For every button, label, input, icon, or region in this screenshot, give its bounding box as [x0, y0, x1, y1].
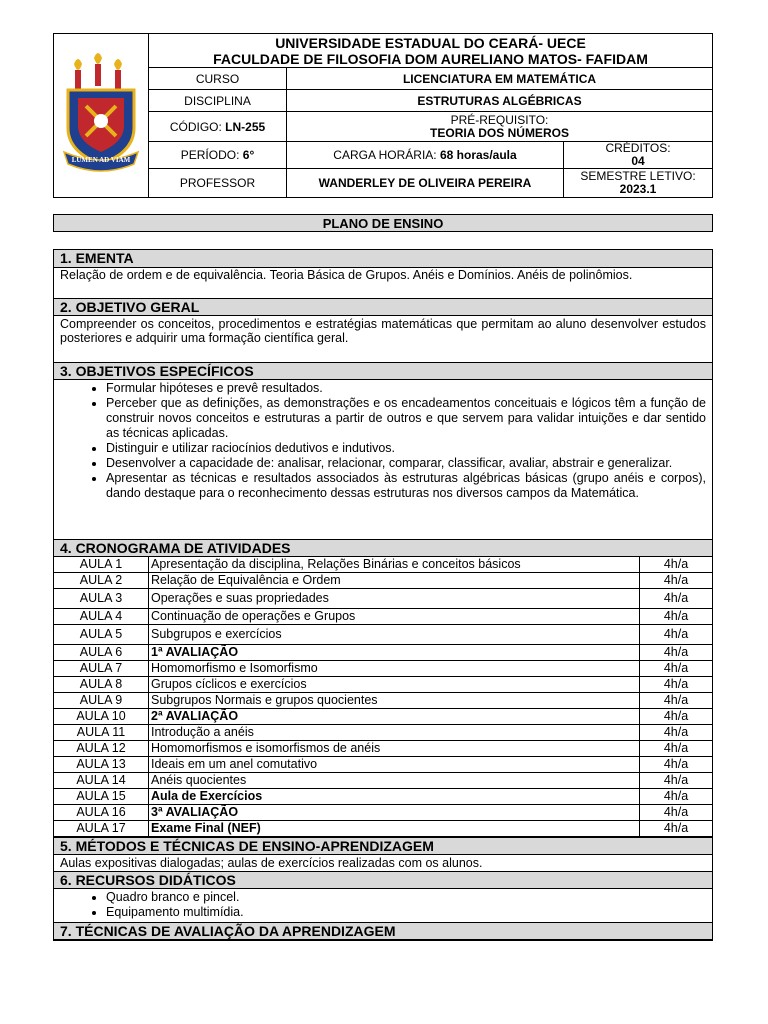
aula-cell: AULA 17 [54, 821, 149, 837]
conteudo-cell: Apresentação da disciplina, Relações Binárias e conceitos básicos [149, 557, 640, 573]
list-item: • Perceber que as definições, as demonstrações e os encadeamentos conceituais e lógicos têm a função de construir novos conceitos e estruturas a partir de outros e que servem para validar intuições e dar sentido as técnicas aplicadas. [106, 396, 706, 441]
list-item: • Equipamento multimídia. [106, 905, 706, 920]
aula-cell: AULA 15 [54, 789, 149, 805]
carga-cell: 4h/a [640, 821, 713, 837]
list-item: • Apresentar as técnicas e resultados associados às estruturas algébricas básicas (grupo anéis e corpos), dando destaque para o reconhecimento dessas estruturas nos diversos campos da Matemática. [106, 471, 706, 501]
carga-cell [287, 142, 564, 168]
conteudo-cell: 2ª AVALIAÇÃO [149, 709, 640, 725]
conteudo-cell: Homomorfismo e Isomorfismo [149, 661, 640, 677]
codigo-value: LN-255 [225, 119, 266, 134]
ementa-text: Relação de ordem e de equivalência. Teoria Básica de Grupos. Anéis e Domínios. Anéis de polinômios. [60, 268, 633, 282]
objetivo-geral-text: Compreender os conceitos, procedimentos e estratégias matemáticas que permitam ao aluno desenvolver estudos posteriores e adquirir uma formação científica geral. [60, 317, 706, 345]
institution-title [149, 34, 712, 68]
aula-cell: AULA 3 [54, 589, 149, 609]
carga-cell: 4h/a [640, 645, 713, 661]
conteudo-cell: Homomorfismos e isomorfismos de anéis [149, 741, 640, 757]
conteudo-cell: Relação de Equivalência e Ordem [149, 573, 640, 589]
carga-cell: 4h/a [640, 573, 713, 589]
section-objetivo-geral-title: 2. OBJETIVO GERAL [54, 298, 712, 316]
aula-cell: AULA 9 [54, 693, 149, 709]
metodos-text: Aulas expositivas dialogadas; aulas de exercícios realizadas com os alunos. [60, 856, 483, 870]
disciplina-value: ESTRUTURAS ALGÉBRICAS [417, 93, 582, 108]
periodo-value: 6° [242, 148, 255, 162]
carga-cell: 4h/a [640, 709, 713, 725]
semestre-value: 2023.1 [619, 182, 657, 196]
semestre-cell [564, 169, 712, 197]
table-row [54, 725, 712, 741]
curso-value: LICENCIATURA EM MATEMÁTICA [402, 71, 597, 86]
table-row [54, 645, 712, 661]
list-item: • Distinguir e utilizar raciocínios dedutivos e indutivos. [106, 441, 706, 456]
section-ementa-title: 1. EMENTA [54, 250, 712, 268]
row-codigo [149, 112, 712, 142]
conteudo-cell: Ideais em um anel comutativo [149, 757, 640, 773]
section-avaliacao-title: 7. TÉCNICAS DE AVALIAÇÃO DA APRENDIZAGEM [54, 922, 712, 940]
aula-cell: AULA 2 [54, 573, 149, 589]
list-item: • Formular hipóteses e prevê resultados. [106, 381, 706, 396]
table-row [54, 677, 712, 693]
aula-cell: AULA 8 [54, 677, 149, 693]
professor-label: PROFESSOR [149, 169, 287, 197]
conteudo-cell: 1ª AVALIAÇÃO [149, 645, 640, 661]
prereq-cell [287, 112, 712, 141]
row-professor [149, 169, 712, 197]
carga-cell: 4h/a [640, 789, 713, 805]
table-row [54, 789, 712, 805]
table-row [54, 625, 712, 645]
cronograma-table [54, 556, 712, 837]
aula-cell: AULA 5 [54, 625, 149, 645]
codigo-cell [149, 112, 287, 141]
conteudo-cell: Subgrupos Normais e grupos quocientes [149, 693, 640, 709]
table-row [54, 573, 712, 589]
carga-cell: 4h/a [640, 805, 713, 821]
conteudo-cell: Anéis quocientes [149, 773, 640, 789]
aula-cell: AULA 11 [54, 725, 149, 741]
carga-cell: 4h/a [640, 693, 713, 709]
aula-cell: AULA 16 [54, 805, 149, 821]
periodo-label: PERÍODO: [180, 148, 240, 162]
creditos-label: CRÉDITOS: [605, 141, 671, 155]
main-body [53, 249, 713, 941]
table-row [54, 709, 712, 725]
creditos-cell [564, 142, 712, 168]
row-curso [149, 68, 712, 90]
table-row [54, 741, 712, 757]
logo-motto: LUMEN AD VIAM [71, 156, 131, 164]
carga-cell: 4h/a [640, 557, 713, 573]
section-objetivos-especificos-title: 3. OBJETIVOS ESPECÍFICOS [54, 362, 712, 380]
logo-cell [54, 34, 149, 197]
section-cronograma-title: 4. CRONOGRAMA DE ATIVIDADES [54, 539, 712, 557]
conteudo-cell: Continuação de operações e Grupos [149, 609, 640, 625]
aula-cell: AULA 14 [54, 773, 149, 789]
semestre-label: SEMESTRE LETIVO: [580, 169, 696, 183]
carga-label: CARGA HORÁRIA: [333, 148, 437, 162]
objetivos-list [54, 381, 706, 501]
table-row [54, 693, 712, 709]
carga-cell: 4h/a [640, 609, 713, 625]
table-row [54, 821, 712, 837]
conteudo-cell: Grupos cíclicos e exercícios [149, 677, 640, 693]
conteudo-cell: Operações e suas propriedades [149, 589, 640, 609]
table-row [54, 805, 712, 821]
carga-cell: 4h/a [640, 725, 713, 741]
carga-cell: 4h/a [640, 625, 713, 645]
aula-cell: AULA 6 [54, 645, 149, 661]
table-row [54, 773, 712, 789]
codigo-label: CÓDIGO: [169, 119, 222, 134]
aula-cell: AULA 1 [54, 557, 149, 573]
prereq-label: PRÉ-REQUISITO: [450, 112, 549, 127]
carga-cell: 4h/a [640, 661, 713, 677]
conteudo-cell: 3ª AVALIAÇÃO [149, 805, 640, 821]
aula-cell: AULA 10 [54, 709, 149, 725]
faculty-name: FACULDADE DE FILOSOFIA DOM AURELIANO MATOS- FAFIDAM [213, 51, 648, 67]
periodo-cell [149, 142, 287, 168]
section-recursos-title: 6. RECURSOS DIDÁTICOS [54, 871, 712, 889]
carga-cell: 4h/a [640, 677, 713, 693]
conteudo-cell: Introdução a anéis [149, 725, 640, 741]
table-row [54, 757, 712, 773]
prereq-value: TEORIA DOS NÚMEROS [430, 125, 569, 140]
disciplina-label: DISCIPLINA [149, 90, 287, 111]
university-name: UNIVERSIDADE ESTADUAL DO CEARÁ- UECE [275, 35, 586, 51]
table-row [54, 589, 712, 609]
conteudo-cell: Aula de Exercícios [149, 789, 640, 805]
conteudo-cell: Subgrupos e exercícios [149, 625, 640, 645]
list-item: • Desenvolver a capacidade de: analisar, relacionar, comparar, classificar, avaliar, abstrair e generalizar. [106, 456, 706, 471]
table-row [54, 609, 712, 625]
header-table [53, 33, 713, 198]
aula-cell: AULA 12 [54, 741, 149, 757]
list-item: • Quadro branco e pincel. [106, 890, 706, 905]
row-disciplina [149, 90, 712, 112]
table-row [54, 661, 712, 677]
row-periodo [149, 142, 712, 169]
carga-value: 68 horas/aula [439, 148, 517, 162]
creditos-value: 04 [631, 154, 645, 168]
university-logo [54, 34, 149, 197]
recursos-list [54, 890, 706, 920]
professor-value: WANDERLEY DE OLIVEIRA PEREIRA [287, 169, 564, 197]
carga-cell: 4h/a [640, 773, 713, 789]
carga-cell: 4h/a [640, 757, 713, 773]
table-row [54, 557, 712, 573]
conteudo-cell: Exame Final (NEF) [149, 821, 640, 837]
carga-cell: 4h/a [640, 589, 713, 609]
section-metodos-title: 5. MÉTODOS E TÉCNICAS DE ENSINO-APRENDIZAGEM [54, 837, 712, 855]
curso-label: CURSO [149, 68, 287, 89]
aula-cell: AULA 4 [54, 609, 149, 625]
aula-cell: AULA 13 [54, 757, 149, 773]
carga-cell: 4h/a [640, 741, 713, 757]
plano-title: PLANO DE ENSINO [53, 214, 713, 232]
aula-cell: AULA 7 [54, 661, 149, 677]
